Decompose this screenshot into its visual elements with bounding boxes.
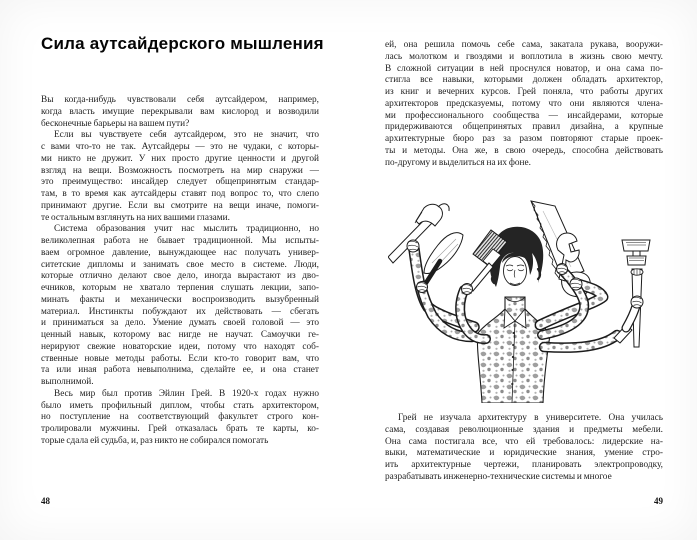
- text-line: Она сама постигала все, что ей требовалось: лидерские на-: [385, 436, 663, 447]
- paragraph: [41, 95, 319, 130]
- hand-pipe-wrench: [631, 296, 643, 308]
- text-line: ить архитектурные чертежи, планировать электропроводку,: [385, 460, 663, 470]
- text-line: придерживаются общепринятых правил дизайна, а крупные: [385, 122, 663, 133]
- text-line: архитектурные бюро раз за разом повторяют старые проек-: [385, 134, 663, 144]
- text-line: принимают другие. Если вы смотрите на вещи иначе, помоги-: [41, 200, 319, 211]
- text-line: и приниматься за дело. Умение думать своей головой — это: [41, 318, 319, 329]
- engraving-illustration: [388, 197, 668, 403]
- hand-saw: [570, 278, 582, 290]
- text-line: но поступление на соответствующий факультет строго кон-: [41, 412, 319, 423]
- paragraph: [41, 389, 319, 448]
- text-line: с вами что-то не так. Аутсайдеры — это не чудаки, с которы-: [41, 142, 319, 152]
- trowel-icon: [424, 233, 463, 286]
- text-line: ми никто не дружит. У них просто другие ценности и другой: [41, 153, 319, 164]
- text-line: выполнимой.: [41, 377, 94, 387]
- text-line: ситетские дипломы и занимать свое место в системе. Люди,: [41, 259, 319, 270]
- text-line: торые сдала ей судьба, и, раз никто не собирался помогать: [41, 435, 269, 446]
- text-line: В сложной ситуации в ней проснулся новатор, и она сама по-: [385, 63, 663, 74]
- text-line: Весь мир был против Эйлин Грей. В 1920-х годах нужно: [54, 388, 319, 399]
- woman-torso: [477, 297, 550, 403]
- text-line: было иметь профильный диплом, чтобы стать архитектором,: [41, 400, 319, 411]
- page-number-right: 49: [654, 496, 663, 506]
- text-line: ваем огромное давление, вынуждающее нас получать универ-: [41, 247, 319, 258]
- paragraph: [385, 413, 663, 484]
- text-line: нерируют свежие новаторские идеи, потому что находят соб-: [41, 341, 319, 352]
- text-line: та или иная работа невыполнима, сделайте ее, и она станет: [41, 365, 319, 376]
- text-line: материал. Инстинкты побуждают их действовать — сбегать: [41, 306, 319, 317]
- left-page-text: [41, 95, 319, 448]
- right-page-text-top: [385, 40, 663, 169]
- text-line: это преимущество: инсайдер следует общепринятым стандар-: [41, 177, 319, 188]
- hand-paintbrush: [462, 284, 473, 295]
- page-number-left: 48: [41, 496, 50, 506]
- hand-hammer: [407, 240, 419, 252]
- text-line: по-другому и выделиться на их фоне.: [385, 157, 531, 168]
- text-line: ми профессионального сообщества — инсайдерами, которые: [385, 110, 663, 121]
- hand-wrench: [557, 264, 568, 275]
- text-line: лась молотком и гвоздями и воплотила в жизнь свою мечту.: [385, 51, 663, 62]
- paragraph: [41, 224, 319, 389]
- text-line: сама, создавая революционные здания и предметы мебели.: [385, 424, 663, 435]
- text-line: архитекторов предсказуемы, потому что они являются члена-: [385, 98, 663, 109]
- text-line: ечников, которым не хватало терпения слушать лекции, запо-: [41, 283, 319, 293]
- text-line: тролировали мужчины. Грей отказалась брать те карты, ко-: [41, 424, 319, 434]
- text-line: Вы когда-нибудь чувствовали себя аутсайдером, например,: [41, 95, 319, 105]
- text-line: бесконечные барьеры на вашем пути?: [41, 118, 190, 129]
- text-line: там, в то время как аутсайдеры ставят под вопрос то, что слепо: [41, 189, 319, 199]
- chapter-title: Сила аутсайдерского мышления: [41, 34, 324, 53]
- text-line: великолепная работа не бывает традиционной. Мы испыты-: [41, 236, 319, 246]
- text-line: ты и методы. Она же, в свою очередь, способна действовать: [385, 145, 663, 156]
- text-line: те остальным взглянуть на них вашими глазами.: [41, 212, 230, 223]
- text-line: Грей не изучала архитектуру в университете. Она училась: [398, 413, 663, 423]
- text-line: взгляд на вещи. Возможность посмотреть на мир снаружи —: [41, 165, 319, 176]
- right-page-text-bottom: [385, 413, 663, 484]
- text-line: когда власть имущие перекрывали вам кислород и возводили: [41, 106, 319, 117]
- text-line: ей, она решила помочь себе сама, закатала рукава, вооружи-: [385, 40, 663, 50]
- paragraph: [41, 130, 319, 224]
- text-line: которые отлично делают свое дело, иногда вырастают из дво-: [41, 271, 319, 282]
- text-line: ценный навык, которому вас нигде не научат. Самоучки ге-: [41, 330, 319, 340]
- text-line: выки, математические и юридические знания, умение стро-: [385, 448, 663, 459]
- text-line: Если вы чувствуете себя аутсайдером, это не значит, что: [54, 130, 319, 141]
- text-line: ственные новые методы работы. Если кто-то говорит вам, что: [41, 353, 319, 364]
- text-line: стигла все навыки, которыми должен обладать архитектор,: [385, 75, 663, 86]
- text-line: разрабатывать инженерно-технические системы и многое: [385, 471, 612, 482]
- paragraph: [385, 40, 663, 169]
- text-line: Система образования учит нас мыслить традиционно, но: [54, 224, 319, 235]
- text-line: из книг и вечерних курсов. Грей поняла, что работы других: [385, 87, 663, 97]
- text-line: минать факты и механически воспроизводить вызубренный: [41, 294, 319, 305]
- hand-trowel: [417, 282, 428, 293]
- illustration-six-armed-woman-with-tools: [388, 197, 668, 403]
